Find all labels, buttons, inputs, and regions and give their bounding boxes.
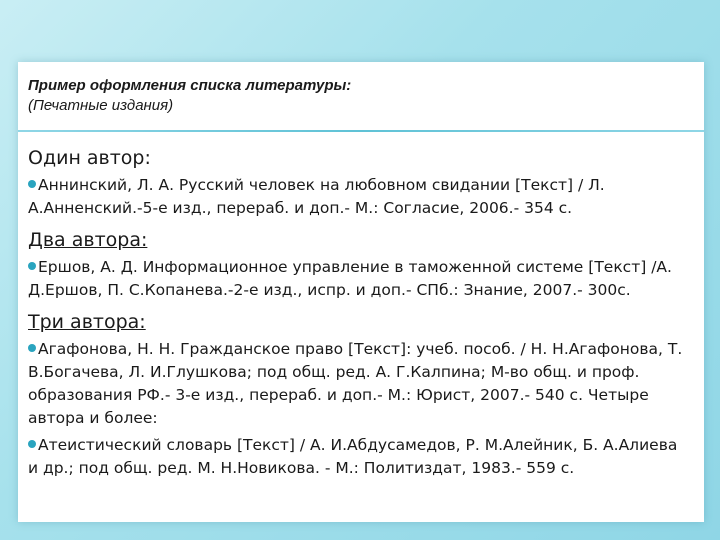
entry-text: Агафонова, Н. Н. Гражданское право [Текст]: учеб. пособ. / Н. Н.Агафонова, Т. В.Богачева, Л. И.Глушкова; под общ. ред. А. Г.Калпина; М-во общ. и проф. образования РФ.- 3-е изд., перераб. и доп.- М.: Юрист, 2007.- 540 с. Четыре автора и более: [28, 340, 683, 427]
section-heading-two-authors: Два автора: [28, 229, 148, 251]
slide-header [28, 76, 694, 116]
slide-subtitle: (Печатные издания) [28, 97, 174, 114]
entry-text: Атеистический словарь [Текст] / А. И.Абдусамедов, Р. М.Алейник, Б. А.Алиева и др.; под общ. ред. М. Н.Новикова. - М.: Политиздат, 1983.- 559 с. [28, 436, 678, 477]
bullet-icon [28, 262, 36, 270]
bullet-icon [28, 440, 36, 448]
bibliography-entry [28, 434, 690, 480]
bibliography-content [28, 146, 690, 484]
bibliography-entry [28, 256, 690, 302]
header-divider [18, 130, 704, 132]
section-heading-one-author: Один автор: [28, 147, 151, 169]
entry-text: Аннинский, Л. А. Русский человек на любовном свидании [Текст] / Л. А.Анненский.-5-е изд., перераб. и доп.- М.: Согласие, 2006.- 354 с. [28, 176, 605, 217]
bullet-icon [28, 180, 36, 188]
bibliography-entry [28, 338, 690, 430]
entry-text: Ершов, А. Д. Информационное управление в таможенной системе [Текст] /А. Д.Ершов, П. С.Копанева.-2-е изд., испр. и доп.- СПб.: Знание, 2007.- 300с. [28, 258, 672, 299]
section-heading-three-authors: Три автора: [28, 311, 146, 333]
slide-panel [18, 62, 704, 522]
slide-title: Пример оформления списка литературы: [28, 77, 352, 94]
bibliography-entry [28, 174, 690, 220]
bullet-icon [28, 344, 36, 352]
